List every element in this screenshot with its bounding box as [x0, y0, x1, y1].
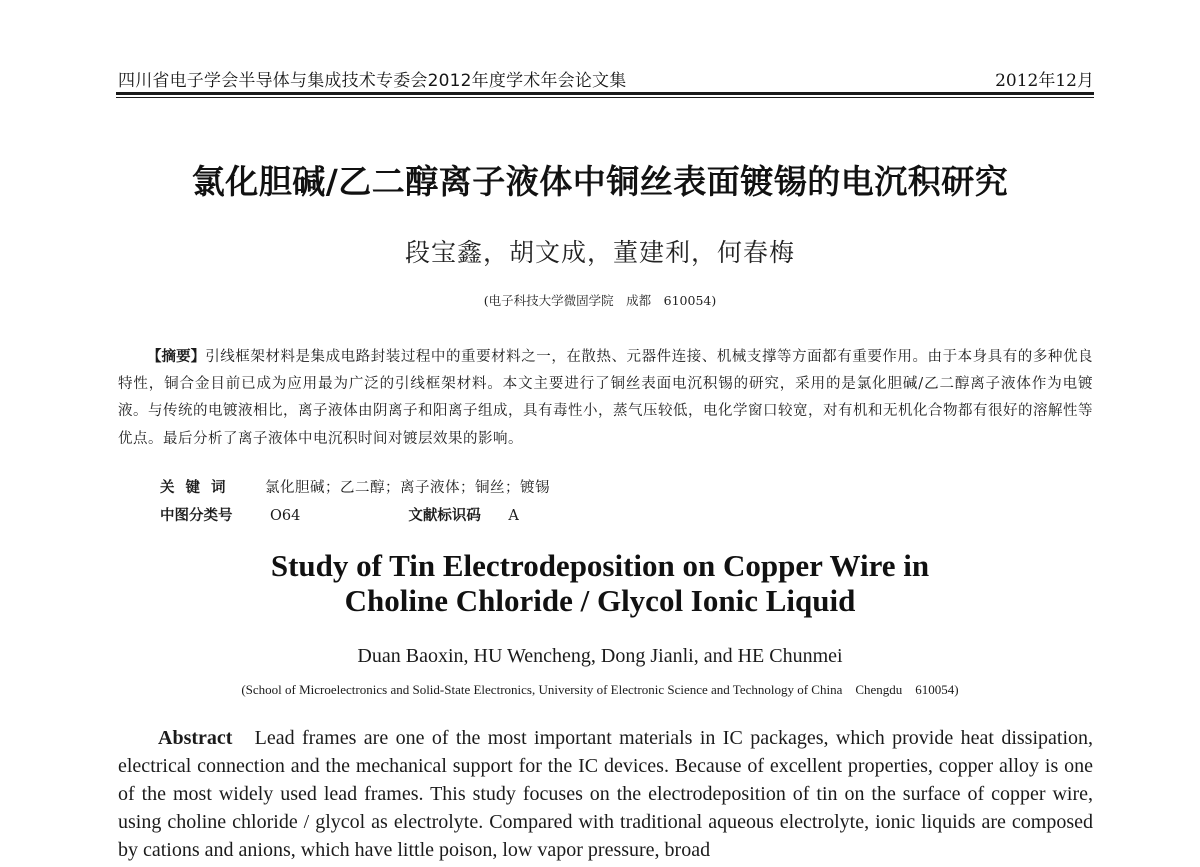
english-title: [0, 548, 1200, 618]
document-code-value: A: [508, 508, 519, 524]
chinese-abstract: [118, 344, 1093, 453]
english-abstract-body: Lead frames are one of the most important materials in IC packages, which provide heat dissipation, electrical connection and the mechanical support for the IC devices. Because of excellent properties, copper alloy is one of the most widely used lead frames. This study focuses on the electrodeposition of tin on the surface of copper wire, using choline chloride / glycol as electrolyte. Compared with traditional aqueous electrolyte, ionic liquids are composed by cations and anions, which have little poison, low vapor pressure, broad: [118, 727, 1093, 861]
chinese-title: 氯化胆碱/乙二醇离子液体中铜丝表面镀锡的电沉积研究: [191, 162, 1009, 201]
document-code-label: 文献标识码: [408, 508, 481, 524]
classification-row: [160, 504, 519, 525]
english-affiliation: (School of Microelectronics and Solid-State Electronics, University of Electronic Science and Technology of China Chengdu 610054): [241, 682, 959, 697]
header-rule-thin: [116, 97, 1094, 98]
english-abstract-label: Abstract: [158, 727, 233, 749]
keywords-values: 氯化胆碱；乙二醇；离子液体；铜丝；镀锡: [265, 480, 550, 496]
chinese-abstract-text: 引线框架材料是集成电路封装过程中的重要材料之一，在散热、元器件连接、机械支撑等方面都有重要作用。由于本身具有的多种优良特性，铜合金目前已成为应用最为广泛的引线框架材料。本文主要进行了铜丝表面电沉积锡的研究，采用的是氯化胆碱/乙二醇离子液体作为电镀液。与传统的电镀液相比，离子液体由阴离子和阳离子组成，具有毒性小，蒸气压较低，电化学窗口较宽，对有机和无机化合物都有很好的溶解性等优点。最后分析了离子液体中电沉积时间对镀层效果的影响。: [118, 349, 1094, 447]
english-title-line-1: Study of Tin Electrodeposition on Copper Wire in: [270, 548, 930, 583]
keywords-row: [160, 476, 550, 497]
english-abstract-text: [118, 727, 1093, 861]
keywords-label: 关键词: [160, 480, 237, 496]
chinese-abstract-label: 【摘要】: [147, 349, 206, 365]
running-header-date: 2012年12月: [995, 71, 1094, 91]
english-abstract: [118, 724, 1093, 864]
classification-label: 中图分类号: [160, 508, 233, 524]
chinese-affiliation: (电子科技大学微固学院 成都 610054): [483, 293, 717, 308]
english-title-line-2: Choline Chloride / Glycol Ionic Liquid: [344, 583, 856, 618]
running-header-title: 四川省电子学会半导体与集成技术专委会2012年度学术年会论文集: [118, 71, 627, 91]
chinese-authors: 段宝鑫，胡文成，董建利，何春梅: [404, 238, 795, 267]
english-authors: Duan Baoxin, HU Wencheng, Dong Jianli, and HE Chunmei: [357, 645, 843, 667]
header-rule-thick: [116, 92, 1094, 95]
classification-value: O64: [270, 508, 301, 524]
